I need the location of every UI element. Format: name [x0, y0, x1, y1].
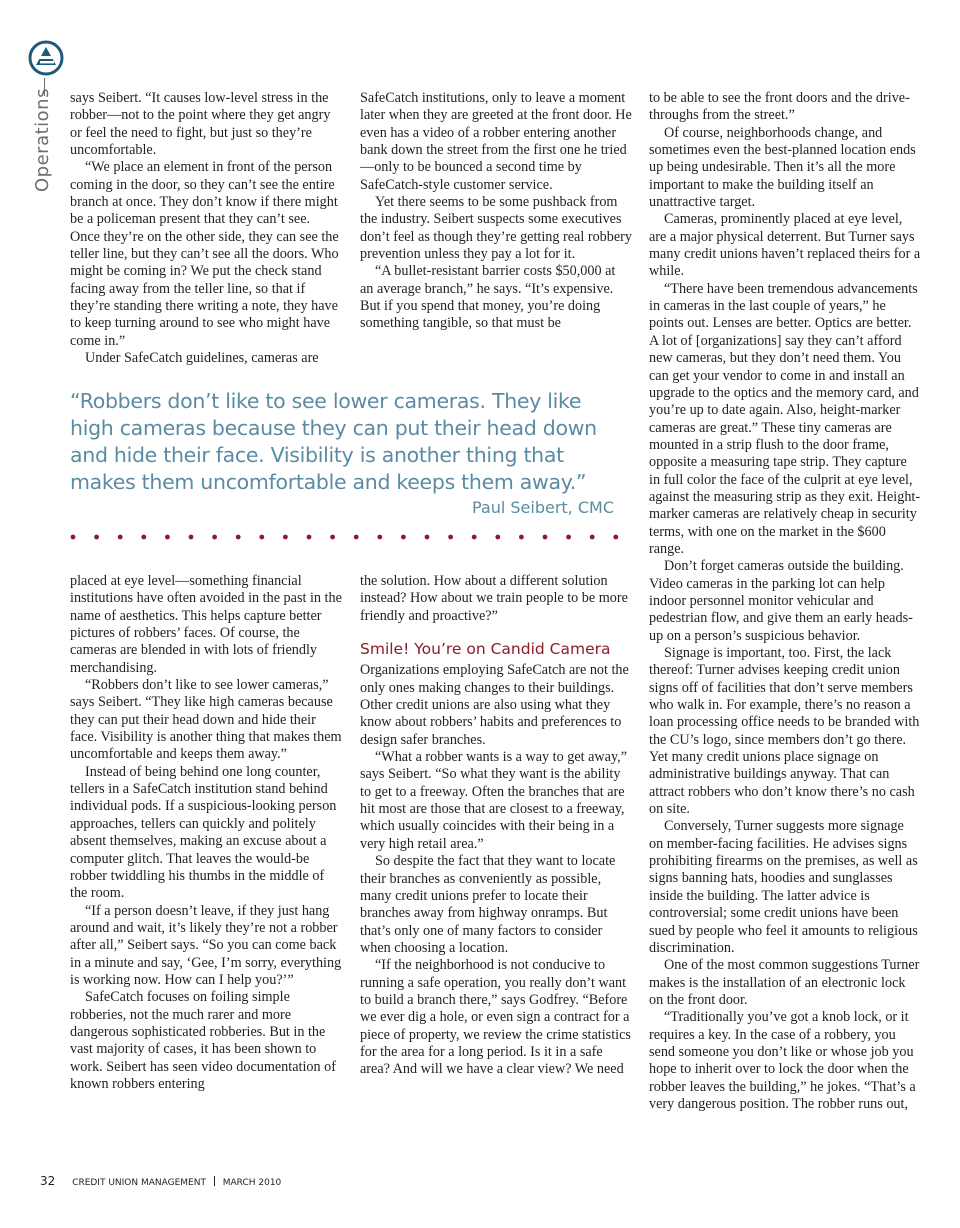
paragraph: Of course, neighborhoods change, and sometimes even the best-planned location ends up being undesirable. Then it’s all the more important to make the building itself an unattractive target.	[649, 124, 916, 211]
divider-dot	[71, 535, 76, 540]
column-2-bottom	[360, 573, 632, 1079]
paragraph: Instead of being behind one long counter, tellers in a SafeCatch institution stand behind individual pods. If a suspicious-looking person approaches, tellers can quickly and politely absent themselves, making an excuse about a computer glitch. That leaves the would-be robber twiddling his thumbs in the middle of the room.	[70, 763, 337, 902]
paragraph: Cameras, prominently placed at eye level, are a major physical deterrent. But Turner says many credit unions haven’t replaced theirs for a while.	[649, 211, 921, 280]
paragraph: Yet there seems to be some pushback from the industry. Seibert suspects some executives don’t feel as though they’re getting real robbery prevention unless they pay a lot for it.	[360, 194, 632, 263]
column-2-top	[360, 90, 632, 333]
column-1-bottom	[70, 573, 342, 1093]
divider-dot	[118, 535, 123, 540]
paragraph: “If the neighborhood is not conducive to running a safe operation, you really don’t want to build a branch there,” says Godfrey. “Before we ever dig a hole, or even sign a contract for a piece of property, we review the crime statistics for the area for a long period. Is it in a safe area? And will we have a clear view? We need	[360, 957, 631, 1078]
issue-date: MARCH 2010	[222, 1178, 282, 1188]
paragraph: “We place an element in front of the person coming in the door, so they can’t see the entire branch at once. They don’t know if there might be a policeman present that they can’t see. Once they’re on the other side, they can see the teller line, but they can’t see all the doors. Who might be coming in? We put the check stand facing away from the teller line, so that if they’re standing there writing a note, they have to keep turning around to see who might have come in.”	[70, 159, 339, 349]
paragraph: “What a robber wants is a way to get away,” says Seibert. “So what they want is the ability to get to a freeway. Often the branches that are hit most are those that are closest to a freeway, which usually coincides with their being in a very high retail area.”	[360, 749, 627, 852]
divider-dot	[141, 535, 146, 540]
cu-management-logo-icon	[28, 40, 64, 76]
paragraph: “Robbers don’t like to see lower cameras,” says Seibert. “They like high cameras because they can put their head down and hide their face. Visibility is another thing that makes them uncomfortable and keeps them away.”	[70, 677, 342, 763]
paragraph: “There have been tremendous advancements in cameras in the last couple of years,” he points out. Lenses are better. Optics are better. A lot of [organizations] say they can’t afford new cameras, but they don’t need them. You can get your vendor to come in and install an upgrade to the optics and the memory card, and you’re up to date again. Also, height-marker cameras are great.” These tiny cameras are mounted in a strip flush to the door frame, opposite a measuring tape strip. They capture in full color the face of the culprit at eye level, against the measuring strip as they exit. Height-marker cameras are relatively cheap in security terms, with one on the market in the $600 range.	[649, 280, 921, 557]
footer-divider	[214, 1176, 215, 1186]
paragraph: Organizations employing SafeCatch are not the only ones making changes to their buildings. Other credit unions are also using what they know about robbers’ habits and preferences to design safer branches.	[360, 662, 629, 748]
pull-quote-attribution: Paul Seibert, CMC	[471, 498, 614, 517]
dotted-divider	[70, 531, 620, 543]
section-label: Operations	[32, 88, 53, 192]
paragraph: to be able to see the front doors and the drive-throughs from the street.”	[649, 90, 910, 124]
divider-dot	[495, 535, 500, 540]
column-3	[649, 90, 921, 1113]
paragraph: “Traditionally you’ve got a knob lock, or it requires a key. In the case of a robbery, you send someone you don’t like or whose job you hope to inherit over to lock the door when the robber leaves the building,” he jokes. “That’s a very dangerous position. The robber runs out,	[649, 1009, 916, 1112]
divider-dot	[613, 535, 618, 540]
publication-name: CREDIT UNION MANAGEMENT	[72, 1178, 206, 1188]
paragraph: So despite the fact that they want to locate their branches as conveniently as possible, many credit unions prefer to locate their branches away from highway onramps. But that’s only one of many factors to consider when choosing a location.	[360, 853, 616, 956]
paragraph: SafeCatch institutions, only to leave a moment later when they are greeted at the front door. He even has a video of a robber entering another bank down the street from the first one he tried—only to be bounced a second time by SafeCatch-style customer service.	[360, 90, 632, 193]
divider-dot	[236, 535, 241, 540]
divider-dot	[472, 535, 477, 540]
divider-dot	[165, 535, 170, 540]
divider-dot	[354, 535, 359, 540]
divider-dot	[283, 535, 288, 540]
paragraph: One of the most common suggestions Turner makes is the installation of an electronic lock on the front door.	[649, 957, 920, 1008]
page-number: 32	[40, 1174, 56, 1188]
paragraph: placed at eye level—something financial institutions have often avoided in the past in the name of aesthetics. This helps capture better pictures of robbers’ faces. Of course, the cameras are blended in with lots of friendly merchandising.	[70, 573, 342, 676]
paragraph: “A bullet-resistant barrier costs $50,000 at an average branch,” he says. “It’s expensive. But if you spend that money, you’re doing something tangible, so that must be	[360, 263, 616, 332]
paragraph: SafeCatch focuses on foiling simple robberies, not the much rarer and more dangerous sophisticated robberies. But in the vast majority of cases, it has been shown to work. Seibert has seen video documentation of known robbers entering	[70, 989, 336, 1092]
divider-dot	[94, 535, 99, 540]
paragraph: Signage is important, too. First, the lack thereof: Turner advises keeping credit union signs off of facilities that don’t serve members who walk in. For example, there’s no reason a loan processing office needs to be branded with the CU’s logo, since members don’t go there. Yet many credit unions place signage on administrative buildings anyway. That can attract robbers who don’t know there’s no cash on site.	[649, 645, 920, 818]
paragraph: Don’t forget cameras outside the building. Video cameras in the parking lot can help indoor personnel monitor vehicular and pedestrian flow, and give them an early heads-up on a person’s suspicious behavior.	[649, 558, 913, 644]
divider-dot	[448, 535, 453, 540]
divider-dot	[590, 535, 595, 540]
paragraph: the solution. How about a different solution instead? How about we train people to be more friendly and proactive?”	[360, 573, 628, 624]
divider-dot	[425, 535, 430, 540]
paragraph: Under SafeCatch guidelines, cameras are	[85, 350, 319, 367]
divider-dot	[543, 535, 548, 540]
paragraph: “If a person doesn’t leave, if they just hang around and wait, it’s likely they’re not a robber after all,” Seibert says. “So you can come back in a minute and say, ‘Gee, I’m sorry, everything is working now. How can I help you?’”	[70, 902, 342, 988]
divider-dot	[401, 535, 406, 540]
section-subhead: Smile! You’re on Candid Camera	[360, 640, 611, 659]
divider-dot	[259, 535, 264, 540]
divider-dot	[189, 535, 194, 540]
divider-dot	[519, 535, 524, 540]
divider-dot	[307, 535, 312, 540]
paragraph: says Seibert. “It causes low-level stress in the robber—not to the point where they get angry or feel the need to fight, but just so they’re uncomfortable.	[70, 90, 331, 159]
divider-dot	[566, 535, 571, 540]
divider-dot	[212, 535, 217, 540]
page-footer	[40, 1174, 281, 1188]
divider-dot	[330, 535, 335, 540]
column-1-top	[70, 90, 342, 368]
divider-dot	[377, 535, 382, 540]
pull-quote: “Robbers don’t like to see lower cameras. They like high cameras because they can put their head down and hide their face. Visibility is another thing that makes them uncomfortable and keeps them away.”	[70, 389, 597, 494]
paragraph: Conversely, Turner suggests more signage on member-facing facilities. He advises signs prohibiting firearms on the premises, as well as signs banning hats, hoodies and sunglasses inside the building. The latter advice is controversial; some credit unions have been sued by people who feel it amounts to religious discrimination.	[649, 818, 918, 956]
